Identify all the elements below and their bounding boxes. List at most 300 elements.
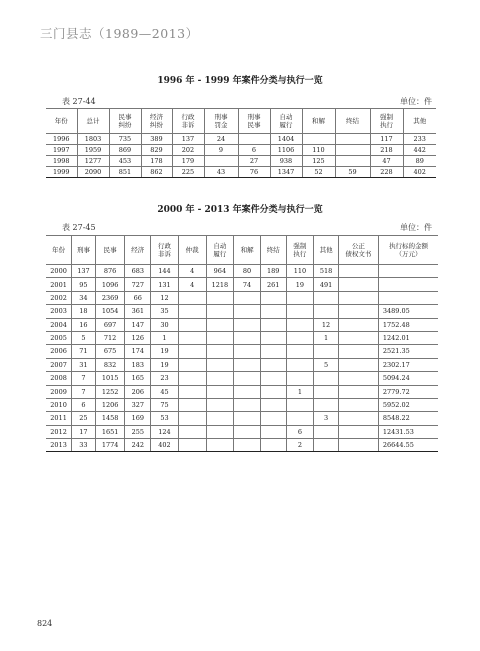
table2-header-cell — [151, 236, 179, 265]
table2-cell — [338, 305, 378, 318]
table1-cell: 9 — [204, 145, 238, 156]
table1-header-text: 行政 — [181, 112, 195, 121]
table2-header-cell — [260, 236, 286, 265]
table1-cell: 1997 — [46, 145, 77, 156]
table2-cell: 16 — [72, 318, 96, 331]
table1-cell: 851 — [109, 167, 141, 178]
table-row — [46, 318, 438, 331]
table2-cell — [260, 425, 286, 438]
table2-cell: 675 — [95, 345, 125, 358]
table2-cell: 2779.72 — [378, 385, 438, 398]
table2-cell: 1 — [314, 331, 339, 344]
table2-cell — [338, 385, 378, 398]
table2-cell — [206, 398, 234, 411]
table2-cell — [234, 358, 261, 371]
table2-header-cell — [95, 236, 125, 265]
table2-cell — [234, 331, 261, 344]
table2-cell: 1752.48 — [378, 318, 438, 331]
table-row — [46, 398, 438, 411]
table2-header-text: 仲裁 — [185, 245, 199, 254]
table2-cell: 2008 — [46, 372, 72, 385]
table1-cell: 137 — [172, 134, 204, 145]
table1-cell: 389 — [141, 134, 172, 145]
table2-cell: 137 — [72, 265, 96, 278]
table2-header-text: 公正 — [351, 241, 365, 250]
table2-cell — [178, 398, 206, 411]
table1-cell: 1347 — [270, 167, 302, 178]
table2-cell: 518 — [314, 265, 339, 278]
table2-cell: 1252 — [95, 385, 125, 398]
table2-cell — [260, 398, 286, 411]
table1-cell: 1996 — [46, 134, 77, 145]
table-row — [46, 345, 438, 358]
table1-header-text: 终结 — [346, 116, 359, 125]
table2-header-text: 经济 — [131, 245, 145, 254]
table2-cell: 2007 — [46, 358, 72, 371]
table2-cell: 165 — [125, 372, 151, 385]
table2-cell: 5 — [314, 358, 339, 371]
table2-cell: 17 — [72, 425, 96, 438]
table2-cell — [260, 412, 286, 425]
table2-cell: 53 — [151, 412, 179, 425]
table2-cell — [338, 425, 378, 438]
table2-cell — [338, 331, 378, 344]
table2-header-text: 其他 — [319, 245, 333, 254]
table2-header-cell — [72, 236, 96, 265]
table1-header-cell — [77, 109, 109, 134]
table2-cell — [178, 412, 206, 425]
table1-header-text: 刑事 — [247, 112, 261, 121]
table2-cell — [206, 358, 234, 371]
table2-cell: 74 — [234, 278, 261, 291]
table2-header-cell — [46, 236, 72, 265]
table2-header-cell — [206, 236, 234, 265]
table1-cell: 218 — [370, 145, 403, 156]
table2-cell — [260, 345, 286, 358]
table2-cell: 876 — [95, 265, 125, 278]
table2-cell: 110 — [286, 265, 314, 278]
table2-cell — [206, 305, 234, 318]
table2-header-text: 非诉 — [157, 250, 171, 258]
table1-cell: 1404 — [270, 134, 302, 145]
table-row — [46, 134, 436, 145]
table1-header-row — [46, 109, 436, 134]
table2-cell — [314, 345, 339, 358]
page-number: 824 — [37, 619, 53, 628]
table2-cell: 4 — [178, 265, 206, 278]
table2-cell: 144 — [151, 265, 179, 278]
table1-cell: 735 — [109, 134, 141, 145]
table2-cell — [338, 278, 378, 291]
table-row — [46, 167, 436, 178]
table2-cell — [234, 425, 261, 438]
table1-cell: 89 — [403, 156, 436, 167]
table2-cell — [260, 372, 286, 385]
table2-cell: 2009 — [46, 385, 72, 398]
table2-cell: 2000 — [46, 265, 72, 278]
table1-cell: 110 — [302, 145, 335, 156]
table1-header-text: 年份 — [54, 116, 68, 125]
table1-header-cell — [403, 109, 436, 134]
table2-cell: 71 — [72, 345, 96, 358]
table1-cell: 24 — [204, 134, 238, 145]
table-row — [46, 156, 436, 167]
table2-cell — [378, 291, 438, 304]
table2-cell — [234, 345, 261, 358]
table2-header-row — [46, 236, 438, 265]
table1-cell: 47 — [370, 156, 403, 167]
table2-cell — [260, 331, 286, 344]
table1-header-text: 民事 — [118, 112, 132, 121]
table2-title: 2000 年 - 2013 年案件分类与执行一览 — [157, 205, 323, 215]
table2-cell: 683 — [125, 265, 151, 278]
table1-cell: 862 — [141, 167, 172, 178]
table2-cell: 26644.55 — [378, 439, 438, 452]
table1-cell: 43 — [204, 167, 238, 178]
table2-cell — [234, 291, 261, 304]
table2-cell — [206, 318, 234, 331]
table2-cell: 25 — [72, 412, 96, 425]
table2-cell: 727 — [125, 278, 151, 291]
table-row — [46, 265, 438, 278]
table2-cell: 7 — [72, 385, 96, 398]
table1-cell — [238, 134, 270, 145]
table-row — [46, 145, 436, 156]
table2-cell — [338, 265, 378, 278]
table1-cell: 27 — [238, 156, 270, 167]
table1-header-cell — [238, 109, 270, 134]
table2-cell — [314, 439, 339, 452]
table2-header-text: 民事 — [103, 245, 117, 254]
table1-cell: 178 — [141, 156, 172, 167]
table1-cell — [204, 156, 238, 167]
table2-header-text: 行政 — [157, 241, 171, 250]
table2-cell — [314, 385, 339, 398]
table-row — [46, 305, 438, 318]
table2-cell — [338, 412, 378, 425]
table2-cell: 189 — [260, 265, 286, 278]
table1-cell: 1277 — [77, 156, 109, 167]
table2-cell: 697 — [95, 318, 125, 331]
table1-header-cell — [172, 109, 204, 134]
table2-header-cell — [314, 236, 339, 265]
table1-header-text: 纠纷 — [150, 121, 163, 129]
table2-cell: 1054 — [95, 305, 125, 318]
table1-header-text: 总计 — [86, 116, 100, 125]
table2-header-text: 自动 — [213, 241, 227, 250]
table1-header-cell — [109, 109, 141, 134]
table2-cell — [338, 291, 378, 304]
table2-header-text: 债权文书 — [345, 250, 372, 258]
table1-cell — [302, 134, 335, 145]
table2-cell: 2010 — [46, 398, 72, 411]
table2-cell: 12431.53 — [378, 425, 438, 438]
table1-cell: 453 — [109, 156, 141, 167]
table2-cell: 6 — [286, 425, 314, 438]
table2-cell: 80 — [234, 265, 261, 278]
table2-cell — [260, 439, 286, 452]
table2-header-text: 履行 — [213, 250, 227, 258]
table-row — [46, 372, 438, 385]
table1-cell: 59 — [335, 167, 370, 178]
table2-cell — [206, 385, 234, 398]
table1-cell — [335, 145, 370, 156]
table2-cell: 33 — [72, 439, 96, 452]
table2-cell: 3 — [314, 412, 339, 425]
table2-cell: 2521.35 — [378, 345, 438, 358]
table2-cell — [178, 331, 206, 344]
table2-cell — [260, 358, 286, 371]
table2-cell: 30 — [151, 318, 179, 331]
table1-cell: 1999 — [46, 167, 77, 178]
table2-cell: 19 — [151, 345, 179, 358]
table2-cell — [314, 425, 339, 438]
table2-cell — [206, 372, 234, 385]
table2-cell — [260, 291, 286, 304]
table2-cell: 2369 — [95, 291, 125, 304]
table2-cell: 183 — [125, 358, 151, 371]
table2-cell: 2012 — [46, 425, 72, 438]
table2-cell: 19 — [286, 278, 314, 291]
table2-cell — [286, 345, 314, 358]
table2-cell — [286, 372, 314, 385]
table1-cell: 1803 — [77, 134, 109, 145]
table1-header-text: 其他 — [413, 116, 427, 125]
table2-cell — [178, 372, 206, 385]
table2-header-cell — [234, 236, 261, 265]
table2-cell: 2004 — [46, 318, 72, 331]
table2-cell: 23 — [151, 372, 179, 385]
table2-cell — [338, 318, 378, 331]
table2-cell: 75 — [151, 398, 179, 411]
table2-cell — [234, 439, 261, 452]
table2-cell: 12 — [151, 291, 179, 304]
table1-header-text: 和解 — [312, 116, 325, 125]
table2-cell — [260, 385, 286, 398]
table2-cell: 1774 — [95, 439, 125, 452]
table2-cell — [234, 385, 261, 398]
table2-cell — [314, 305, 339, 318]
table2-cell — [206, 291, 234, 304]
table1-header-cell — [141, 109, 172, 134]
table2-cell — [314, 372, 339, 385]
table2-cell: 1242.01 — [378, 331, 438, 344]
table2-cell: 4 — [178, 278, 206, 291]
table2-cell: 832 — [95, 358, 125, 371]
table1-header-text: 履行 — [279, 121, 293, 129]
table2-cell — [338, 345, 378, 358]
table2-header-text: （万元） — [395, 250, 422, 258]
table2-cell — [178, 425, 206, 438]
table1-cell — [335, 156, 370, 167]
table2-cell: 7 — [72, 372, 96, 385]
table2-cell: 95 — [72, 278, 96, 291]
table2-cell — [234, 412, 261, 425]
table2-cell: 255 — [125, 425, 151, 438]
table2-cell: 1218 — [206, 278, 234, 291]
table2-cell — [260, 318, 286, 331]
table2-cell: 2011 — [46, 412, 72, 425]
table2-header-text: 强制 — [293, 241, 307, 250]
table2-cell — [206, 331, 234, 344]
table2-header-text: 执行标的金额 — [388, 241, 428, 250]
table1-cell: 6 — [238, 145, 270, 156]
table2-cell: 45 — [151, 385, 179, 398]
table2-cell: 5952.02 — [378, 398, 438, 411]
table2-cell: 31 — [72, 358, 96, 371]
table1-cell: 402 — [403, 167, 436, 178]
table1-cell: 869 — [109, 145, 141, 156]
running-head: 三门县志（1989—2013） — [40, 26, 199, 41]
table2-cell — [286, 358, 314, 371]
table2-cell: 169 — [125, 412, 151, 425]
table2-cell: 402 — [151, 439, 179, 452]
table2-cell — [206, 345, 234, 358]
table2-cell: 2013 — [46, 439, 72, 452]
table2-cell — [178, 305, 206, 318]
table2-header-text: 刑事 — [76, 245, 90, 254]
table1-cell: 228 — [370, 167, 403, 178]
table2-cell: 712 — [95, 331, 125, 344]
table2-cell: 242 — [125, 439, 151, 452]
table2-cell: 34 — [72, 291, 96, 304]
table1-header-cell — [270, 109, 302, 134]
table1-cell: 125 — [302, 156, 335, 167]
table2-cell: 2002 — [46, 291, 72, 304]
table2-cell: 261 — [260, 278, 286, 291]
table2-cell — [286, 331, 314, 344]
table2-cell: 1 — [151, 331, 179, 344]
table2-cell — [234, 305, 261, 318]
table2-cell: 126 — [125, 331, 151, 344]
table2 — [46, 235, 438, 452]
table2-cell — [338, 439, 378, 452]
table2-cell — [378, 265, 438, 278]
table2-cell — [178, 291, 206, 304]
table2-cell: 3489.05 — [378, 305, 438, 318]
table2-header-cell — [338, 236, 378, 265]
table1-cell: 829 — [141, 145, 172, 156]
table1-cell: 442 — [403, 145, 436, 156]
table1-header-cell — [335, 109, 370, 134]
table1-header-cell — [370, 109, 403, 134]
table1-header-text: 民事 — [247, 121, 261, 129]
table2-cell: 147 — [125, 318, 151, 331]
table2-cell — [234, 372, 261, 385]
table2-cell: 491 — [314, 278, 339, 291]
table2-cell — [178, 318, 206, 331]
table2-cell — [178, 385, 206, 398]
table2-cell: 5094.24 — [378, 372, 438, 385]
table-row — [46, 412, 438, 425]
table2-cell — [378, 278, 438, 291]
table1-header-text: 经济 — [150, 112, 163, 121]
table2-header-cell — [286, 236, 314, 265]
table2-unit: 单位：件 — [400, 223, 432, 232]
table2-cell: 1651 — [95, 425, 125, 438]
table1-title: 1996 年 - 1999 年案件分类与执行一览 — [157, 76, 323, 86]
table2-cell: 12 — [314, 318, 339, 331]
table-row — [46, 439, 438, 452]
table1-header-text: 非诉 — [181, 121, 195, 129]
table1-label: 表 27-44 — [62, 97, 96, 106]
table-row — [46, 278, 438, 291]
table2-cell — [286, 305, 314, 318]
table1-cell: 1106 — [270, 145, 302, 156]
table2-cell — [206, 425, 234, 438]
table2-cell — [178, 358, 206, 371]
table2-cell: 35 — [151, 305, 179, 318]
table2-header-cell — [125, 236, 151, 265]
table2-cell — [178, 345, 206, 358]
table2-cell — [286, 398, 314, 411]
table1-header-text: 自动 — [279, 112, 293, 121]
table2-cell: 5 — [72, 331, 96, 344]
table2-cell: 124 — [151, 425, 179, 438]
table2-cell: 1458 — [95, 412, 125, 425]
table-row — [46, 291, 438, 304]
table2-cell — [314, 291, 339, 304]
table1-header-cell — [46, 109, 77, 134]
table1-cell: 202 — [172, 145, 204, 156]
table2-cell: 18 — [72, 305, 96, 318]
table2-cell — [206, 412, 234, 425]
table1-header-text: 纠纷 — [118, 121, 132, 129]
table2-cell — [286, 318, 314, 331]
table2-cell: 131 — [151, 278, 179, 291]
table2-header-text: 执行 — [293, 250, 307, 258]
table2-cell: 1206 — [95, 398, 125, 411]
table2-cell: 2003 — [46, 305, 72, 318]
table2-cell — [286, 412, 314, 425]
table1-cell: 179 — [172, 156, 204, 167]
table2-cell — [234, 398, 261, 411]
table-row — [46, 425, 438, 438]
table-row — [46, 358, 438, 371]
table2-cell — [178, 439, 206, 452]
table1-header-text: 强制 — [380, 112, 393, 121]
table2-label: 表 27-45 — [62, 223, 96, 232]
table1-cell: 938 — [270, 156, 302, 167]
table2-header-text: 终结 — [266, 245, 280, 254]
table2-header-text: 和解 — [240, 245, 254, 254]
table1-cell: 117 — [370, 134, 403, 145]
table2-cell: 2302.17 — [378, 358, 438, 371]
table2-cell — [338, 358, 378, 371]
table1-cell: 76 — [238, 167, 270, 178]
table1-cell: 52 — [302, 167, 335, 178]
table2-cell: 174 — [125, 345, 151, 358]
table2-cell: 327 — [125, 398, 151, 411]
table2-cell: 2 — [286, 439, 314, 452]
table1-header-text: 罚金 — [214, 121, 228, 129]
table2-header-text: 年份 — [52, 245, 66, 254]
table2-cell: 2005 — [46, 331, 72, 344]
table2-cell — [338, 398, 378, 411]
table2-cell: 1 — [286, 385, 314, 398]
table-row — [46, 385, 438, 398]
table1-header-text: 执行 — [380, 121, 393, 129]
table2-cell — [206, 439, 234, 452]
table2-cell — [234, 318, 261, 331]
table2-cell: 206 — [125, 385, 151, 398]
table1-header-cell — [302, 109, 335, 134]
table2-cell — [314, 398, 339, 411]
table1-unit: 单位：件 — [400, 97, 432, 106]
table2-cell — [260, 305, 286, 318]
table2-cell: 6 — [72, 398, 96, 411]
table2-header-cell — [178, 236, 206, 265]
